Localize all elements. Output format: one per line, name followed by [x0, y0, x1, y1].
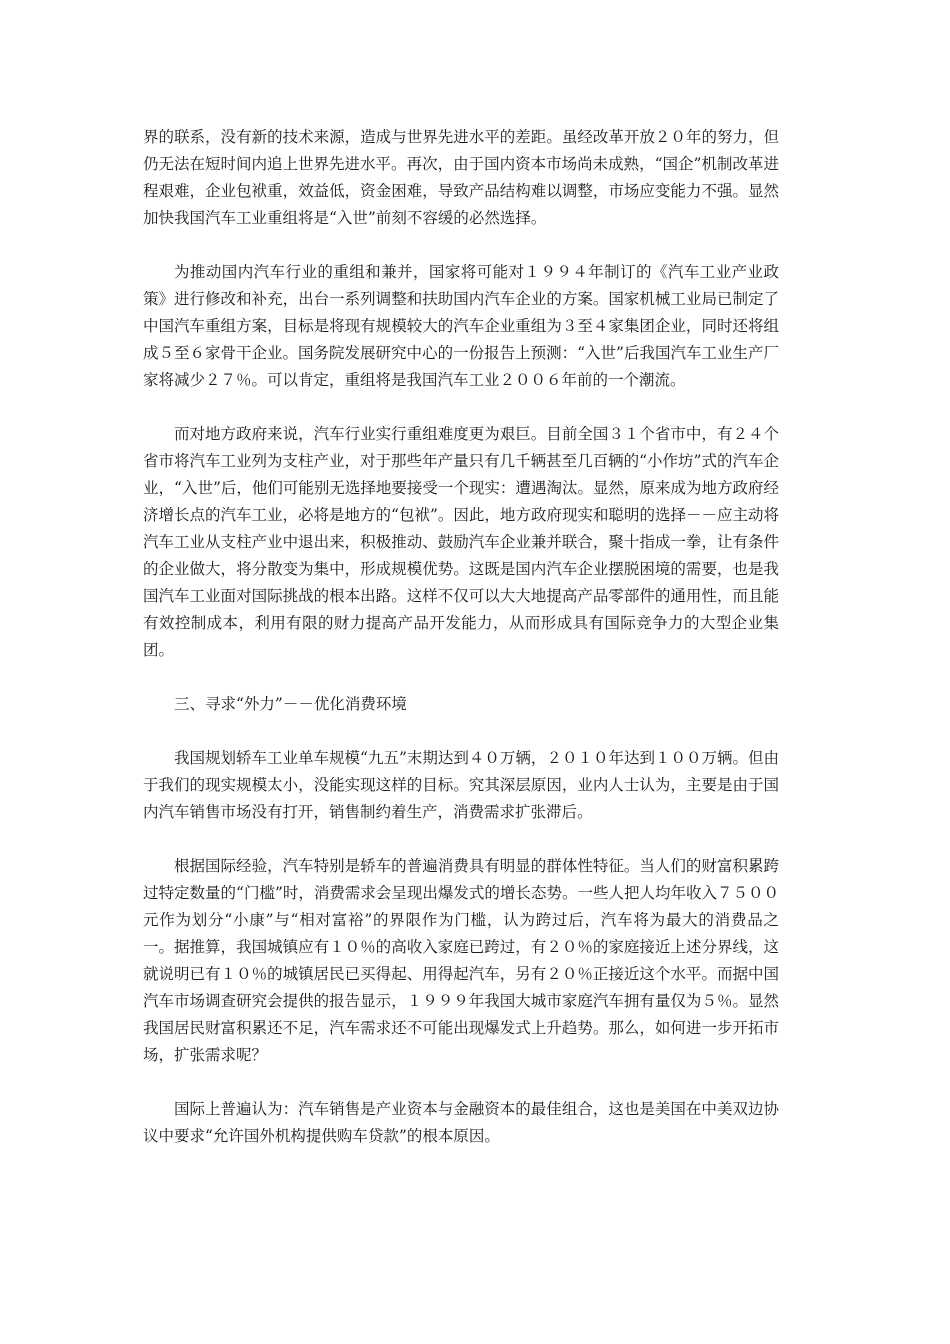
paragraph-continuation: 界的联系，没有新的技术来源，造成与世界先进水平的差距。虽经改革开放２０年的努力，但仍无法在短时间内追上世界先进水平。再次，由于国内资本市场尚未成熟，“国企”机制改革进程艰难，企业包袱重，效益低，资金困难，导致产品结构难以调整，市场应变能力不强。显然加快我国汽车工业重组将是“入世”前刻不容缓的必然选择。	[143, 128, 779, 227]
paragraph-international-experience: 根据国际经验，汽车特别是轿车的普遍消费具有明显的群体性特征。当人们的财富积累跨过特定数量的“门槛”时，消费需求会呈现出爆发式的增长态势。一些人把人均年收入７５００元作为划分“小康”与“相对富裕”的界限作为门槛，认为跨过后，汽车将为最大的消费品之一。据推算，我国城镇应有１０％的高收入家庭已跨过，有２０％的家庭接近上述分界线，这就说明已有１０％的城镇居民已买得起、用得起汽车，另有２０％正接近这个水平。而据中国汽车市场调查研究会提供的报告显示，１９９９年我国大城市家庭汽车拥有量仅为５％。显然我国居民财富积累还不足，汽车需求还不可能出现爆发式上升趋势。那么，如何进一步开拓市场，扩张需求呢？	[143, 857, 779, 1064]
section-heading: 三、寻求“外力”－－优化消费环境	[174, 695, 407, 713]
paragraph-sedan-plan: 我国规划轿车工业单车规模“九五”末期达到４０万辆，２０１０年达到１００万辆。但由于我们的现实规模太小，没能实现这样的目标。究其深层原因，业内人士认为，主要是由于国内汽车销售市场没有打开，销售制约着生产，消费需求扩张滞后。	[143, 749, 779, 821]
document-page	[143, 124, 779, 1177]
paragraph-local-government: 而对地方政府来说，汽车行业实行重组难度更为艰巨。目前全国３１个省市中，有２４个省市将汽车工业列为支柱产业，对于那些年产量只有几千辆甚至几百辆的“小作坊”式的汽车企业，“入世”后，他们可能别无选择地要接受一个现实：遭遇淘汰。显然，原来成为地方政府经济增长点的汽车工业，必将是地方的“包袱”。因此，地方政府现实和聪明的选择－－应主动将汽车工业从支柱产业中退出来，积极推动、鼓励汽车企业兼并联合，聚十指成一拳，让有条件的企业做大，将分散变为集中，形成规模优势。这既是国内汽车企业摆脱困境的需要，也是我国汽车工业面对国际挑战的根本出路。这样不仅可以大大地提高产品零部件的通用性，而且能有效控制成本，利用有限的财力提高产品开发能力，从而形成具有国际竞争力的大型企业集团。	[143, 425, 779, 659]
paragraph-auto-finance: 国际上普遍认为：汽车销售是产业资本与金融资本的最佳组合，这也是美国在中美双边协议中要求“允许国外机构提供购车贷款”的根本原因。	[143, 1100, 779, 1145]
paragraph-restructuring-policy: 为推动国内汽车行业的重组和兼并，国家将可能对１９９４年制订的《汽车工业产业政策》进行修改和补充，出台一系列调整和扶助国内汽车企业的方案。国家机械工业局已制定了中国汽车重组方案，目标是将现有规模较大的汽车企业重组为３至４家集团企业，同时还将组成５至６家骨干企业。国务院发展研究中心的一份报告上预测：“入世”后我国汽车工业生产厂家将减少２７％。可以肯定，重组将是我国汽车工业２００６年前的一个潮流。	[143, 263, 779, 389]
